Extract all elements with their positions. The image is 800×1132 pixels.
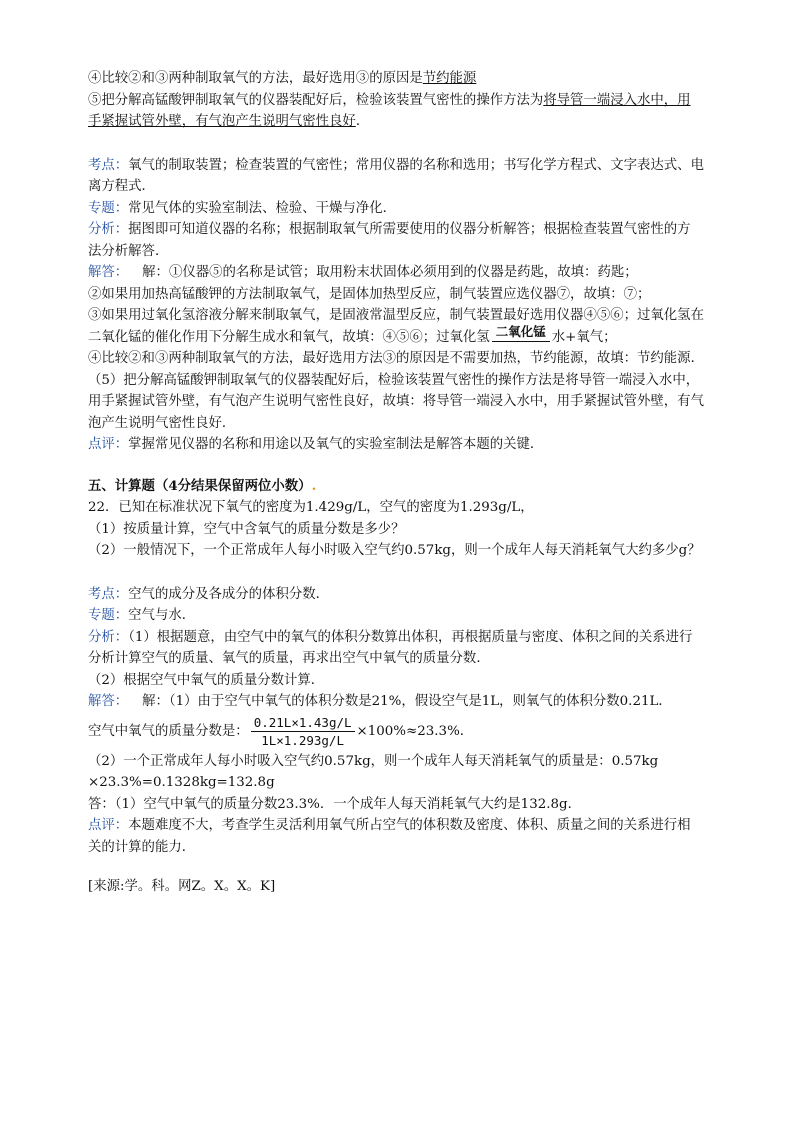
dianping-line: 点评：掌握常见仪器的名称和用途以及氧气的实验室制法是解答本题的关键． bbox=[88, 437, 544, 452]
dianping-line: 点评：本题难度不大，考查学生灵活利用氧气所占空气的体积数及密度、体积、质量之间的关系进行相 bbox=[88, 818, 691, 833]
document-page: ④比较②和③两种制取氧气的方法，最好选用③的原因是节约能源 ⑤把分解高锰酸钾制取氧气的仪器装配好后，检验该装置气密性的操作方法为将导管一端浸入水中，用 手紧握试管外壁，有气泡产生说明气密性良好． 考点：氧气的制取装置；检查装置的气密性；常用仪器的名称和选用；书写化学方程式、文字表达式、电 离方程式． 专题：常见气体的实验室制法、检验、干燥与净化． 分析：据图即可知道仪器的名称；根据制取氧气所需要使用的仪器分析解答；根据检查装置气密性的方 法分析解答． 解答： 解：①仪器⑤的名称是试管；取用粉末状固体必须用到的仪器是药匙，故填：药匙； ②如果用加热高锰酸钾的方法制取氧气，是固体加热型反应，制气装置应选仪器⑦，故填：⑦； ③如果用过氧化氢溶液分解来制取氧气，是固液常温型反应，制气装置最好选用仪器④⑤⑥；过氧化氢在 二氧化锰的催化作用下分解生成水和氧气，故填：④⑤⑥；过氧化氢 二氧化锰 水+氧气； ④比较②和③两种制取氧气的方法，最好选用方法③的原因是不需要加热，节约能源，故填：节约能源． （5）把分解高锰酸钾制取氧气的仪器装配好后，检验该装置气密性的操作方法是将导管一端浸入水中， 用手紧握试管外壁，有气泡产生说明气密性良好，故填：将导管一端浸入水中，用手紧握试管外壁，有气 泡产生说明气密性良好． 点评：掌握常见仪器的名称和用途以及氧气的实验室制法是解答本题的关键． 五、计算题（4分结果保留两位小数）. 22．已知在标准状况下氧气的密度为1.429g/L，空气的密度为1.293g/L， （1）按质量计算，空气中含氧气的质量分数是多少？ （2）一般情况下，一个正常成年人每小时吸入空气约0.57kg，则一个成年人每天消耗氧气大约多少g？ 考点：空气的成分及各成分的体积分数． 专题：空气与水． 分析：（1）根据题意，由空气中的氧气的体积分数算出体积，再根据质量与密度、体积之间的关系进行 分析计算空气的质量、氧气的质量，再求出空气中氧气的质量分数． （2）根据空气中氧气的质量分数计算． 解答： 解：（1）由于空气中氧气的体积分数是21%，假设空气是1L，则氧气的体积分数0.21L． 空气中氧气的质量分数是： $\frac{0.21L\times 1.43g/L}{1L\times 1.293g/L}$ ×100%≈23.3%． （2）一个正常成年人每小时吸入空气约0.57kg，则一个成年人每天消耗氧气的质量是：0.57kg ×23.3%=0.1328kg=132.8g 答：（1）空气中氧气的质量分数23.3%．一个成年人每天消耗氧气大约是132.8g． 点评：本题难度不大，考查学生灵活利用氧气所占空气的体积数及密度、体积、质量之间的关系进行相 关的计算的能力． [来源:学。科。网Z。X。X。K] bbox=[88, 68, 724, 898]
filled-answer: 节约能源 bbox=[422, 71, 477, 86]
jieda-line: 解答： 解：（1）由于空气中氧气的体积分数是21%，假设空气是1L，则氧气的体积分数0.21L． bbox=[88, 694, 672, 709]
catalyst-label: 二氧化锰 bbox=[495, 324, 546, 339]
dianping-label: 点评： bbox=[88, 818, 129, 833]
question-stem: 22．已知在标准状况下氧气的密度为1.429g/L，空气的密度为1.293g/L， bbox=[88, 500, 534, 515]
reaction-line: 二氧化锰的催化作用下分解生成水和氧气，故填：④⑤⑥；过氧化氢 二氧化锰 水+氧气； bbox=[88, 327, 724, 349]
prev-text: ④比较②和③两种制取氧气的方法，最好选用③的原因是 bbox=[88, 71, 423, 86]
source-note: [来源:学。科。网Z。X。X。K] bbox=[88, 879, 276, 894]
kaodian-line: 考点：空气的成分及各成分的体积分数． bbox=[88, 586, 330, 602]
section-heading: 五、计算题（4分结果保留两位小数）. bbox=[88, 477, 317, 494]
fraction-line: 空气中氧气的质量分数是： $\frac{0.21L\times 1.43g/L}{1L\times 1.293g/L}$ ×100%≈23.3%． bbox=[88, 714, 474, 748]
zhuanti-line: 专题：空气与水． bbox=[88, 608, 196, 623]
fraction-numerator: 0.21L×1.43g/L bbox=[251, 715, 355, 732]
prev-text: ⑤把分解高锰酸钾制取氧气的仪器装配好后，检验该装置气密性的操作方法为 bbox=[88, 92, 544, 108]
zhuanti-label: 专题： bbox=[88, 200, 129, 216]
filled-answer: 手紧握试管外壁，有气泡产生说明气密性良好 bbox=[88, 114, 356, 129]
fenxi-label: 分析： bbox=[88, 222, 129, 237]
fenxi-label: 分析： bbox=[88, 629, 129, 645]
fenxi-line: 分析：（1）根据题意，由空气中的氧气的体积分数算出体积，再根据质量与密度、体积之间的关系进行 bbox=[88, 629, 693, 645]
jieda-label: 解答： bbox=[88, 694, 129, 709]
question-part-1: （1）按质量计算，空气中含氧气的质量分数是多少？ bbox=[88, 521, 405, 537]
prev-answer-line-5 bbox=[88, 90, 724, 112]
jieda-line: 解答： 解：①仪器⑤的名称是试管；取用粉末状固体必须用到的仪器是药匙，故填：药匙； bbox=[88, 265, 638, 280]
zhuanti-label: 专题： bbox=[88, 608, 129, 623]
final-answer: 答：（1）空气中氧气的质量分数23.3%．一个成年人每天消耗氧气大约是132.8g． bbox=[88, 796, 581, 812]
kaodian-line: 考点：氧气的制取装置；检查装置的气密性；常用仪器的名称和选用；书写化学方程式、文字表达式、电 bbox=[88, 157, 704, 173]
filled-answer: 将导管一端浸入水中，用 bbox=[543, 92, 691, 108]
kaodian-label: 考点： bbox=[88, 157, 129, 173]
fraction-denominator: 1L×1.293g/L bbox=[261, 732, 344, 748]
zhuanti-line: 专题：常见气体的实验室制法、检验、干燥与净化． bbox=[88, 200, 396, 216]
jieda-label: 解答： bbox=[88, 265, 129, 280]
reaction-arrow bbox=[490, 324, 552, 348]
fenxi-line: 分析：据图即可知道仪器的名称；根据制取氧气所需要使用的仪器分析解答；根据检查装置气密性的方 bbox=[88, 222, 691, 237]
question-part-2: （2）一般情况下，一个正常成年人每小时吸入空气约0.57kg，则一个成年人每天消耗氧气大约多少g？ bbox=[88, 543, 701, 558]
mass-fraction-formula bbox=[251, 715, 355, 748]
prev-answer-line-4 bbox=[88, 68, 724, 90]
kaodian-label: 考点： bbox=[88, 586, 129, 602]
dianping-label: 点评： bbox=[88, 437, 129, 452]
prev-answer-line-5-cont: 手紧握试管外壁，有气泡产生说明气密性良好． bbox=[88, 114, 370, 129]
